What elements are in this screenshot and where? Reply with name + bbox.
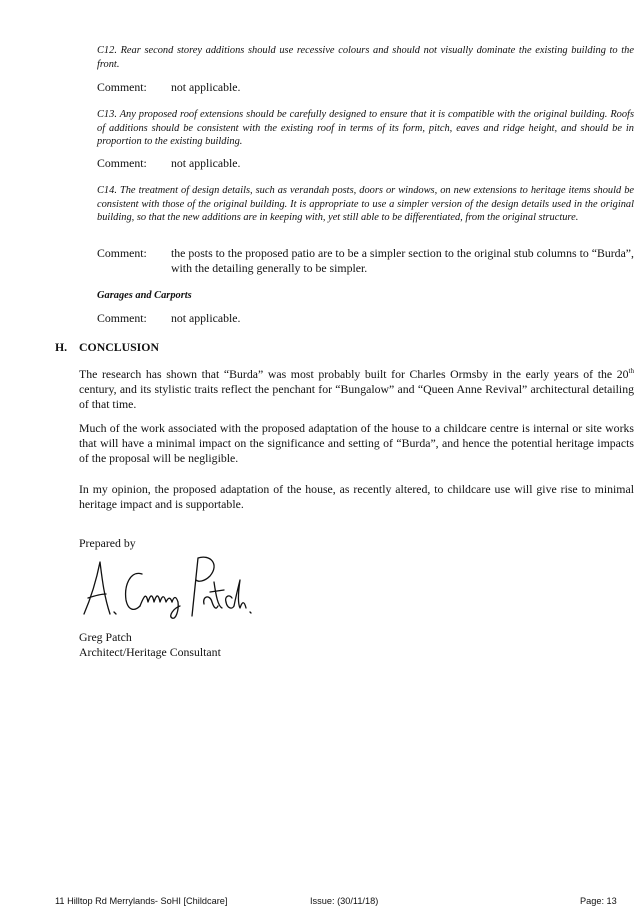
conclusion-paragraph-2: Much of the work associated with the proposed adaptation of the house to a childcare centre is internal or site works that will have a minimal impact on the significance and setting of “Burda”, and hence the potential heritage impacts of the proposal will be negligible.	[79, 421, 634, 466]
comment-c13: not applicable.	[171, 156, 241, 170]
footer-document-name: 11 Hilltop Rd Merrylands- SoHI [Childcare]	[55, 896, 228, 906]
paragraph-1-superscript: th	[628, 367, 634, 376]
prepared-by-label: Prepared by	[79, 536, 136, 550]
section-number: H.	[55, 340, 68, 354]
paragraph-1-text-b: century, and its stylistic traits reflect the penchant for “Bungalow” and “Queen Anne Revival” architectural detailing of that time.	[79, 382, 634, 412]
section-title: CONCLUSION	[79, 340, 159, 354]
comment-c14: the posts to the proposed patio are to be a simpler section to the original stub columns to “Burda”, with the detailing generally to be simpler.	[171, 246, 634, 275]
comment-label-c14: Comment:	[97, 246, 147, 260]
signature-image	[80, 552, 260, 622]
subheading-garages: Garages and Carports	[97, 290, 192, 301]
paragraph-1-text-a: The research has shown that “Burda” was most probably built for Charles Ormsby in the early years of the 20	[79, 367, 629, 381]
conclusion-paragraph-3: In my opinion, the proposed adaptation of the house, as recently altered, to childcare use will give rise to minimal heritage impact and is supportable.	[79, 482, 634, 512]
criterion-c12: C12. Rear second storey additions should use recessive colours and should not visually dominate the existing building to the front.	[97, 45, 634, 70]
comment-label-c12: Comment:	[97, 80, 147, 94]
footer-page-number: Page: 13	[580, 896, 617, 906]
comment-label-garages: Comment:	[97, 311, 147, 325]
footer-issue: Issue: (30/11/18)	[310, 896, 379, 906]
signatory-name: Greg Patch	[79, 630, 132, 644]
criterion-c14: C14. The treatment of design details, such as verandah posts, doors or windows, on new extensions to heritage items should be consistent with those of the original building. It is appropriate to use a simpler version of the design details used in the original building, so that the new additions are in keeping with, yet still able to be differentiated, from the original structure.	[97, 185, 634, 223]
comment-c12: not applicable.	[171, 80, 241, 94]
conclusion-paragraph-1	[79, 367, 634, 413]
signatory-title: Architect/Heritage Consultant	[79, 645, 221, 659]
comment-garages: not applicable.	[171, 311, 241, 325]
comment-label-c13: Comment:	[97, 156, 147, 170]
criterion-c13: C13. Any proposed roof extensions should be carefully designed to ensure that it is compatible with the original building. Roofs of additions should be consistent with the existing roof in terms of its form, pitch, eaves and ridge height, and should be in proportion to the existing building.	[97, 109, 634, 147]
